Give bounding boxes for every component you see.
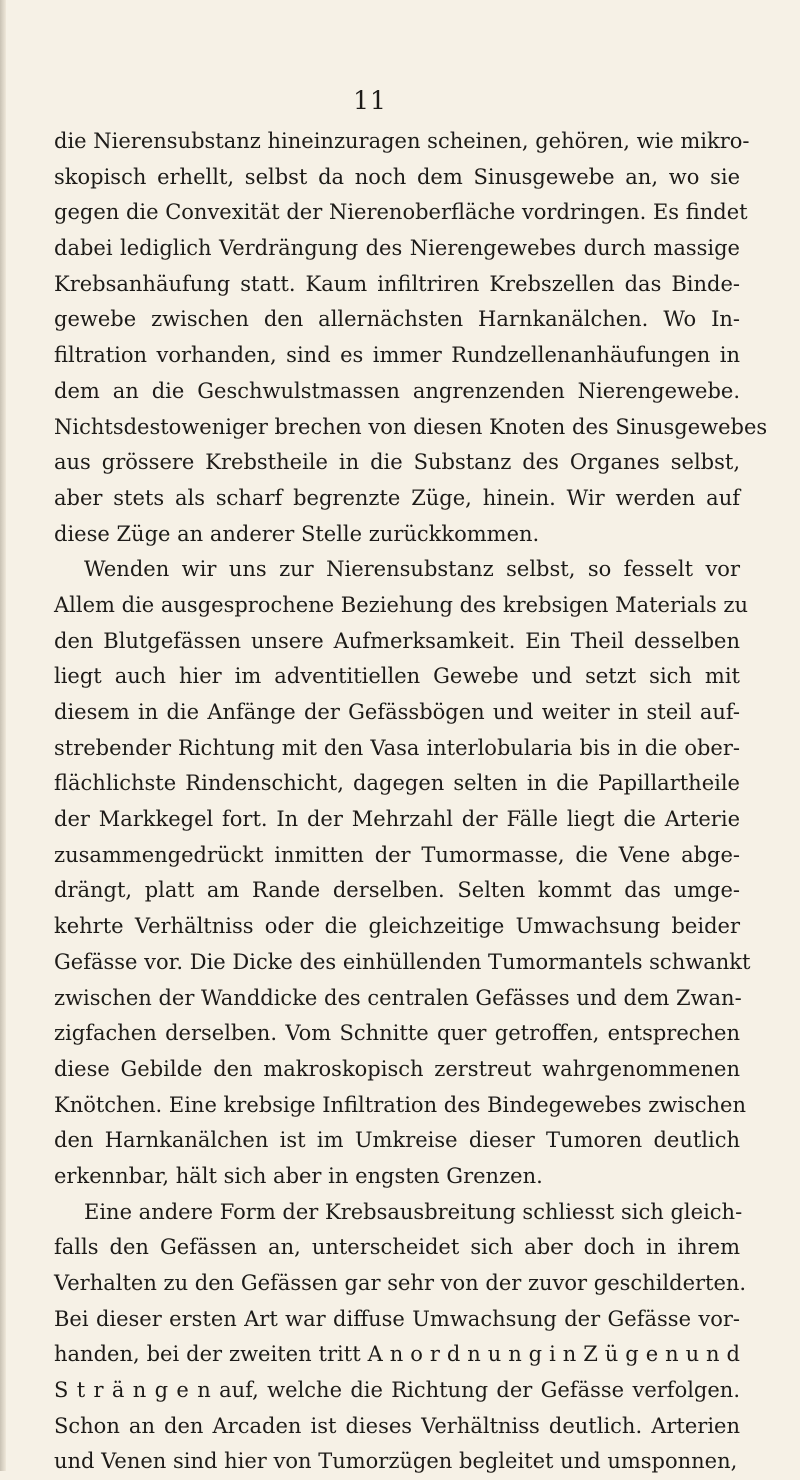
text-line: die Nierensubstanz hineinzuragen scheinen, gehören, wie mikro- bbox=[54, 129, 750, 153]
text-line: diese Züge an anderer Stelle zurückkommen. bbox=[54, 521, 540, 546]
text-line: erkennbar, hält sich aber in engsten Grenzen. bbox=[54, 1163, 543, 1188]
text-line: zusammengedrückt inmitten der Tumormasse, die Vene abge- bbox=[54, 842, 740, 867]
text-line: aber stets als scharf begrenzte Züge, hinein. Wir werden auf bbox=[54, 485, 740, 510]
text-line: Bei dieser ersten Art war diffuse Umwachsung der Gefässe vor- bbox=[54, 1306, 740, 1331]
text-line: Nichtsdestoweniger brechen von diesen Knoten des Sinusgewebes bbox=[54, 414, 768, 439]
text-line: dem an die Geschwulstmassen angrenzenden Nierengewebe. bbox=[54, 378, 740, 403]
text-line: gegen die Convexität der Nierenoberfläche vordringen. Es findet bbox=[54, 200, 748, 225]
text-line: falls den Gefässen an, unterscheidet sich aber doch in ihrem bbox=[54, 1235, 740, 1260]
text-line: diesem in die Anfänge der Gefässbögen und weiter in steil auf- bbox=[54, 700, 740, 724]
text-line: Eine andere Form der Krebsausbreitung schliesst sich gleich- bbox=[84, 1199, 743, 1224]
text-line: liegt auch hier im adventitiellen Gewebe und setzt sich mit bbox=[54, 664, 740, 689]
body-text bbox=[54, 124, 768, 1480]
text-line: zwischen der Wanddicke des centralen Gefässes und dem Zwan- bbox=[54, 985, 742, 1010]
text-line: Wenden wir uns zur Nierensubstanz selbst, so fesselt vor bbox=[84, 557, 740, 582]
page-edge bbox=[0, 0, 6, 1471]
text-line: skopisch erhellt, selbst da noch dem Sinusgewebe an, wo sie bbox=[54, 164, 740, 189]
text-line: flächlichste Rindenschicht, dagegen selten in die Papillartheile bbox=[54, 771, 740, 796]
text-line: Verhalten zu den Gefässen gar sehr von der zuvor geschilderten. bbox=[54, 1271, 747, 1295]
text-line: kehrte Verhältniss oder die gleichzeitige Umwachsung beider bbox=[54, 914, 740, 939]
text-line: zigfachen derselben. Vom Schnitte quer getroffen, entsprechen bbox=[54, 1021, 740, 1046]
text-line: drängt, platt am Rande derselben. Selten kommt das umge- bbox=[54, 878, 740, 903]
text-line: den Blutgefässen unsere Aufmerksamkeit. Ein Theil desselben bbox=[54, 628, 740, 653]
text-line: strebender Richtung mit den Vasa interlobularia bis in die ober- bbox=[54, 735, 740, 760]
text-line: Knötchen. Eine krebsige Infiltration des Bindegewebes zwischen bbox=[54, 1092, 747, 1117]
text-line: filtration vorhanden, sind es immer Rundzellenanhäufungen in bbox=[54, 343, 740, 368]
text-line: dabei lediglich Verdrängung des Nierengewebes durch massige bbox=[54, 236, 740, 261]
text-line: gewebe zwischen den allernächsten Harnkanälchen. Wo In- bbox=[54, 307, 740, 332]
text-line: S t r ä n g e n auf, welche die Richtung der Gefässe verfolgen. bbox=[54, 1378, 740, 1403]
text-line: Krebsanhäufung statt. Kaum infiltriren Krebszellen das Binde- bbox=[54, 271, 740, 296]
text-line: Schon an den Arcaden ist dieses Verhältniss deutlich. Arterien bbox=[54, 1413, 740, 1438]
text-line: aus grössere Krebstheile in die Substanz des Organes selbst, bbox=[54, 450, 740, 475]
text-line: den Harnkanälchen ist im Umkreise dieser Tumoren deutlich bbox=[54, 1128, 740, 1153]
text-line: der Markkegel fort. In der Mehrzahl der Fälle liegt die Arterie bbox=[54, 807, 740, 832]
text-line: Allem die ausgesprochene Beziehung des krebsigen Materials zu bbox=[54, 592, 749, 617]
text-line: Gefässe vor. Die Dicke des einhüllenden Tumormantels schwankt bbox=[54, 949, 751, 974]
text-line: und Venen sind hier von Tumorzügen begleitet und umsponnen, bbox=[54, 1449, 738, 1474]
page-number: 11 bbox=[353, 86, 387, 115]
text-line: diese Gebilde den makroskopisch zerstreut wahrgenommenen bbox=[54, 1056, 740, 1081]
text-line: handen, bei der zweiten tritt A n o r d n u n g i n Z ü g e n u n d bbox=[54, 1342, 740, 1367]
